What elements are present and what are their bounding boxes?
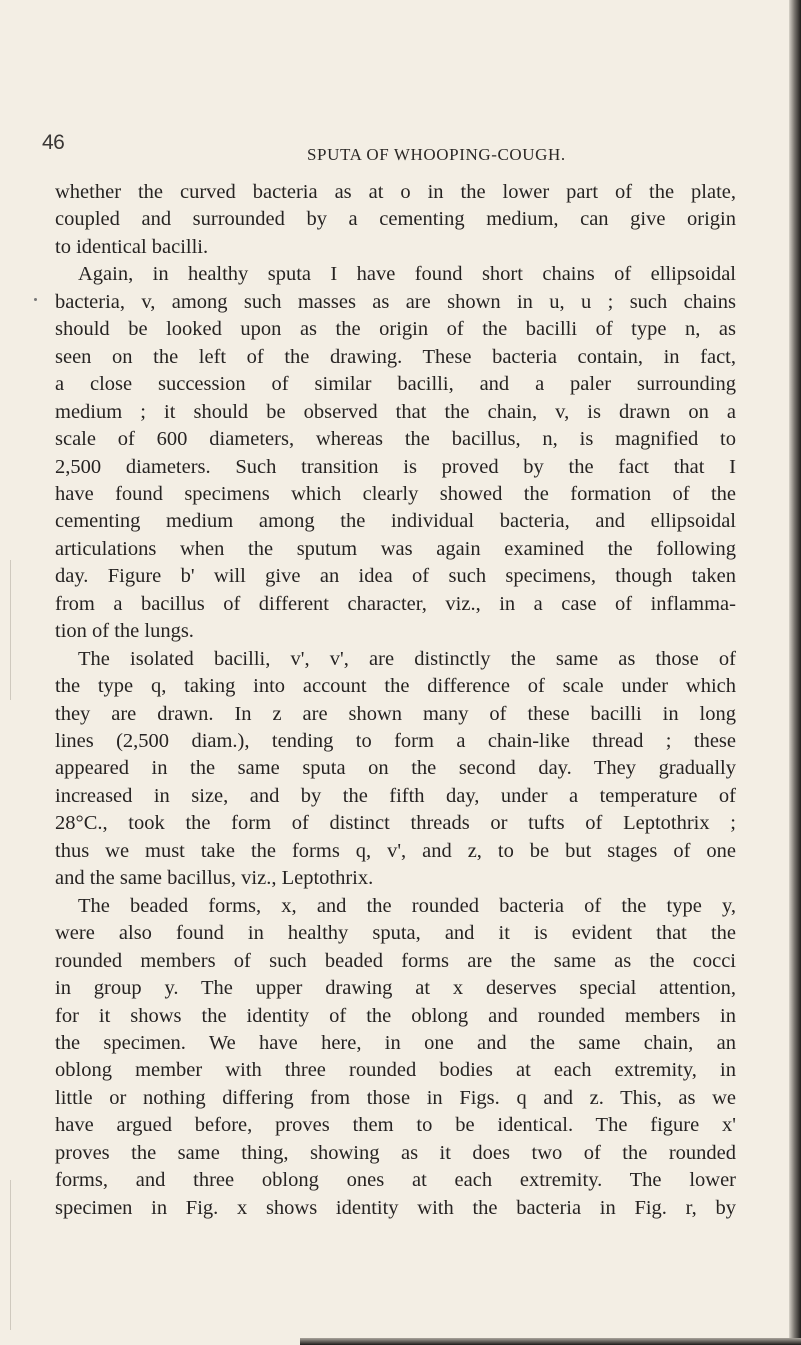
text-line: increased in size, and by the fifth day, under a temperature of (55, 784, 736, 807)
margin-speck (34, 298, 37, 301)
text-line: for it shows the identity of the oblong and rounded members in (55, 1004, 736, 1027)
text-line: little or nothing differing from those in Figs. q and z. This, as we (55, 1086, 736, 1109)
text-line: cementing medium among the individual bacteria, and ellipsoidal (55, 510, 736, 533)
text-line: thus we must take the forms q, v', and z, to be but stages of one (55, 839, 736, 862)
margin-mark (10, 1180, 11, 1330)
text-line: were also found in healthy sputa, and it is evident that the (55, 922, 736, 945)
text-line: Again, in healthy sputa I have found short chains of ellipsoidal (78, 263, 736, 286)
text-line: 2,500 diameters. Such transition is proved by the fact that I (55, 455, 736, 478)
text-line: should be looked upon as the origin of the bacilli of type n, as (55, 318, 736, 341)
text-line: medium ; it should be observed that the chain, v, is drawn on a (55, 400, 736, 423)
text-line: forms, and three oblong ones at each extremity. The lower (55, 1169, 736, 1192)
text-line: 28°C., took the form of distinct threads or tufts of Leptothrix ; (55, 812, 736, 835)
text-line: lines (2,500 diam.), tending to form a chain-like thread ; these (55, 730, 736, 752)
text-line: coupled and surrounded by a cementing medium, can give origin (55, 208, 736, 231)
text-line: articulations when the sputum was again examined the following (55, 537, 736, 560)
text-line: appeared in the same sputa on the second day. They gradually (55, 757, 736, 780)
text-line: bacteria, v, among such masses as are shown in u, u ; such chains (55, 290, 736, 313)
text-line: scale of 600 diameters, whereas the bacillus, n, is magnified to (55, 428, 736, 451)
text-line: proves the same thing, showing as it does two of the rounded (55, 1141, 736, 1164)
text-line: The isolated bacilli, v', v', are distinctly the same as those of (78, 647, 736, 670)
text-line: specimen in Fig. x shows identity with the bacteria in Fig. r, by (55, 1196, 736, 1219)
running-head: SPUTA OF WHOOPING-COUGH. (307, 145, 566, 164)
text-line: the specimen. We have here, in one and the same chain, an (55, 1031, 736, 1054)
text-line: oblong member with three rounded bodies at each extremity, in (55, 1059, 736, 1082)
page-number: 46 (42, 131, 65, 154)
text-line: tion of the lungs. (55, 620, 194, 643)
text-line: from a bacillus of different character, viz., in a case of inflamma- (55, 592, 736, 615)
text-line: seen on the left of the drawing. These bacteria contain, in fact, (55, 345, 736, 368)
page-bottom-edge (300, 1338, 801, 1345)
text-line: and the same bacillus, viz., Leptothrix. (55, 867, 374, 890)
text-line: to identical bacilli. (55, 235, 209, 258)
text-line: The beaded forms, x, and the rounded bacteria of the type y, (78, 894, 736, 917)
text-line: in group y. The upper drawing at x deserves special attention, (55, 977, 736, 1000)
text-line: have found specimens which clearly showed the formation of the (55, 482, 736, 505)
text-line: the type q, taking into account the difference of scale under which (55, 675, 736, 698)
text-line: they are drawn. In z are shown many of these bacilli in long (55, 702, 736, 725)
page-right-edge (789, 0, 801, 1345)
text-line: day. Figure b' will give an idea of such specimens, though taken (55, 565, 736, 588)
text-line: have argued before, proves them to be identical. The figure x' (55, 1114, 736, 1137)
margin-mark (10, 560, 11, 700)
text-line: rounded members of such beaded forms are the same as the cocci (55, 949, 736, 972)
text-line: whether the curved bacteria as at o in the lower part of the plate, (55, 181, 736, 203)
text-line: a close succession of similar bacilli, and a paler surrounding (55, 373, 736, 396)
